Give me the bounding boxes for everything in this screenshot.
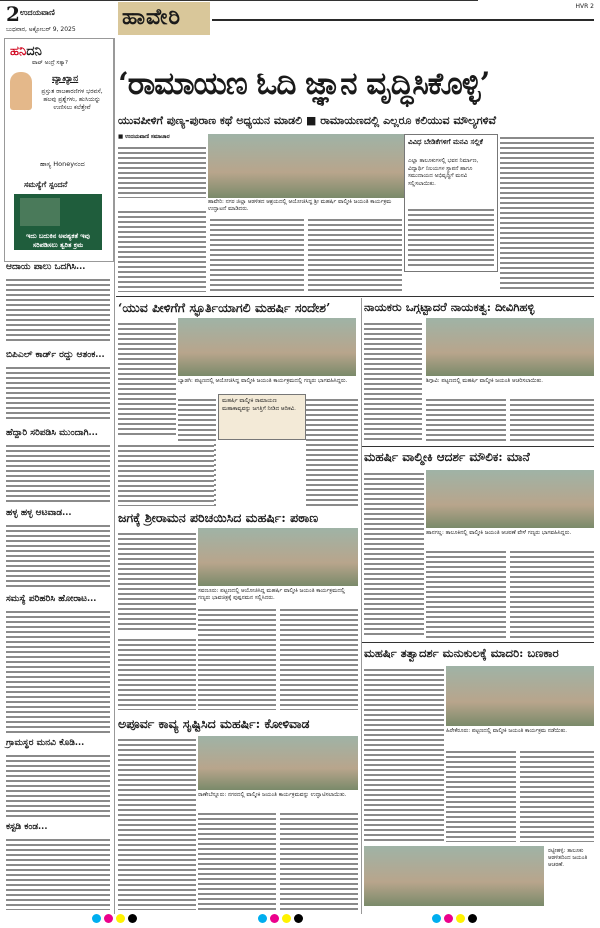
story2-quote-text: ಮಹರ್ಷಿ ವಾಲ್ಮೀಕಿ ರಾಮಾಯಣ ಮಹಾಕಾವ್ಯವನ್ನು ಜಗತ್ತಿಗೆ ನೀಡಿದ ಆದಿಕವಿ. (222, 398, 296, 412)
lead-headline: ‘ರಾಮಾಯಣ ಓದಿ ಜ್ಞಾನ ವೃದ್ಧಿಸಿಕೊಳ್ಳಿ’ (118, 66, 490, 102)
brief-body (6, 522, 110, 590)
brief-heading: ಬಿಪಿಎಲ್ ಕಾರ್ಡ್ ರದ್ದು ಆತಂಕ... (6, 350, 105, 360)
registration-mark (282, 914, 291, 923)
header-rule (212, 19, 594, 21)
demands-title: ವಿವಿಧ ಬೇಡಿಕೆಗಳಿಗೆ ಮನವಿ ಸಲ್ಲಿಕೆ (408, 138, 483, 146)
registration-mark (270, 914, 279, 923)
subhead-rule (0, 0, 478, 1)
story6-photo (426, 470, 594, 528)
story2-body-col3 (306, 396, 358, 506)
column-divider (114, 38, 115, 914)
registration-mark (104, 914, 113, 923)
story5-body-col3 (510, 396, 594, 442)
brief-heading: ಗ್ರಾಮಸ್ಥರ ಮನವಿ ಕೊಡಿ... (6, 738, 85, 748)
hanidani-red: ಹನಿ (10, 44, 27, 59)
story3-photo (198, 528, 358, 586)
demands-text: ಎಲ್ಲಾ ತಾಲೂಕುಗಳಲ್ಲಿ ಭವನ ನಿರ್ಮಾಣ, ವಿದ್ಯಾರ್ಥಿ ನಿಲಯಗಳ ಸ್ಥಾಪನೆ ಹಾಗೂ ಸಮುದಾಯದ ಅಭಿವೃದ್ಧಿಗೆ ಮನವಿ ಸಲ್ಲಿಸಲಾಯಿತು. (408, 158, 479, 187)
story3-body-col3 (280, 606, 358, 710)
brief-body (6, 752, 110, 818)
quote-text: ಪ್ರಸ್ತುತ ರಾಜಕಾರಣಿಗಳ ಭರವಸೆ, ಹಲವು ಪ್ರಶ್ನೆಗಳು, ಹುಸಿಯನ್ನು ಉಣಿಸಲು ಕಲೆತ್ತೇವೆ (41, 88, 103, 111)
ad-text: ಇದು ಬದುಕಿನ ಅವಶ್ಯಕತೆ ಇವು ಸರಿಪಡಿಸಲು ತ್ವರಿತ ಕ್ರಮ (26, 232, 90, 249)
story3-headline: ಜಗಕ್ಕೆ ಶ್ರೀರಾಮನ ಪರಿಚಯಿಸಿದ ಮಹರ್ಷಿ: ಪಠಾಣ (118, 510, 319, 525)
lead-body-col4 (500, 134, 594, 292)
story4-body-col3 (280, 810, 358, 910)
edition-code: HVR 2 (575, 3, 594, 10)
story2-body-col4 (118, 442, 214, 506)
city-title: ಹಾವೇರಿ (122, 4, 181, 30)
story2-body-col1 (118, 320, 176, 438)
brief-heading: ಕಸ್ಟಡಿ ಕಂಡ... (6, 822, 48, 832)
section-rule (116, 296, 594, 297)
brief-body (6, 364, 110, 420)
brief-heading: ಆದಾಯ ಪಾಲು ಒದಗಿಸಿ... (6, 262, 86, 272)
registration-mark (92, 914, 101, 923)
paper-name: ಉದಯವಾಣಿ (20, 8, 55, 17)
lead-photo (208, 134, 404, 198)
registration-mark (432, 914, 441, 923)
registration-mark (468, 914, 477, 923)
brief-body (6, 276, 110, 344)
hanidani-title (10, 44, 42, 59)
section-rule (362, 446, 594, 447)
demands-list (408, 206, 494, 266)
issue-date: ಬುಧವಾರ, ಅಕ್ಟೋಬರ್ 9, 2025 (6, 26, 76, 33)
story4-caption: ರಾಣೇಬೆನ್ನೂರು: ನಗರದಲ್ಲಿ ವಾಲ್ಮೀಕಿ ಜಯಂತಿ ಕಾರ್ಯಕ್ರಮವನ್ನು ಉದ್ಘಾಟಿಸಲಾಯಿತು. (198, 792, 347, 798)
story7-caption: ಹಿರೇಕೆರೂರು: ಪಟ್ಟಣದಲ್ಲಿ ವಾಲ್ಮೀಕಿ ಜಯಂತಿ ಕಾರ್ಯಕ್ರಮ ನಡೆಯಿತು. (446, 728, 567, 734)
ad-photo (20, 198, 60, 226)
story5-photo (426, 318, 594, 376)
story3-body-col2 (198, 606, 276, 710)
column-divider (361, 298, 362, 914)
story2-caption: ಬ್ಯಾಡಗಿ: ಪಟ್ಟಣದಲ್ಲಿ ಆಯೋಜಿಸಿದ್ದ ವಾಲ್ಮೀಕಿ ಜಯಂತಿ ಕಾರ್ಯಕ್ರಮದಲ್ಲಿ ಗಣ್ಯರು ಭಾಗವಹಿಸಿದ್ದರು. (178, 378, 348, 384)
story4-headline: ಅಪೂರ್ವ ಕಾವ್ಯ ಸೃಷ್ಟಿಸಿದ ಮಹರ್ಷಿ: ಕೋಳಿವಾಡ (118, 716, 310, 731)
story2-headline: ‘ಯುವ ಪೀಳಿಗೆಗೆ ಸ್ಫೂರ್ತಿಯಾಗಲಿ ಮಹರ್ಷಿ ಸಂದೇಶ’ (118, 300, 331, 315)
story6-body-col3 (510, 548, 594, 638)
story6-body-col1 (364, 470, 424, 638)
cartoon-figure (10, 72, 32, 110)
lead-subhead: ಯುವಪೀಳಿಗೆ ಪುಣ್ಯ-ಪುರಾಣ ಕಥೆ ಅಧ್ಯಯನ ಮಾಡಲಿ ■ ರಾಮಾಯಣದಲ್ಲಿ ಎಲ್ಲರೂ ಕಲಿಯುವ ಮೌಲ್ಯಗಳಿವೆ (118, 114, 497, 127)
registration-mark (128, 914, 137, 923)
story7-photo (446, 666, 594, 726)
story5-body-col1 (364, 320, 422, 440)
story6-caption: ಹಾನಗಲ್ಲ: ತಾಲೂಕಿನಲ್ಲಿ ವಾಲ್ಮೀಕಿ ಜಯಂತಿ ಆಚರಣೆ ವೇಳೆ ಗಣ್ಯರು ಭಾಗವಹಿಸಿದ್ದರು. (426, 530, 572, 536)
story3-caption: ಸವಣೂರು: ಪಟ್ಟಣದಲ್ಲಿ ಆಯೋಜಿಸಿದ್ದ ಮಹರ್ಷಿ ವಾಲ್ಮೀಕಿ ಜಯಂತಿ ಕಾರ್ಯಕ್ರಮದಲ್ಲಿ ಗಣ್ಯರು ಭಾವಚಿತ್ರಕ್ಕೆ ಪುಷ್ಪನಮನ ಸಲ್ಲಿಸಿದರು. (198, 588, 346, 601)
brief-heading: ಸಮಸ್ಯೆ ಪರಿಹರಿಸಿ ಹೋರಾಟ... (6, 594, 97, 604)
lead-body-col2 (210, 216, 304, 292)
registration-mark (258, 914, 267, 923)
story7-photo2 (364, 846, 544, 906)
section-rule (362, 642, 594, 643)
lead-dateline: ■ ಉದಯವಾಣಿ ಸಮಾಚಾರ (118, 134, 170, 140)
quote-author: ಹಾಸ್ಯ Honeyನಂದ (40, 160, 85, 168)
brief-body (6, 836, 110, 910)
brief-heading: ಹಳ್ಳ ಹಳ್ಳ ಆಟವಾಡ... (6, 508, 72, 518)
story4-photo (198, 736, 358, 790)
story5-body-col2 (426, 396, 506, 442)
story2-photo (178, 318, 356, 376)
story4-body-col2 (198, 810, 276, 910)
story7-body-col1 (364, 666, 444, 842)
brief-body (6, 442, 110, 502)
brief-body (6, 608, 110, 734)
story7-body-col2 (446, 748, 516, 842)
story4-body-col1 (118, 736, 196, 910)
hanidani-subtitle: ವಾಟ್ ಅಂದ್ರೆ ಸತ್ಯಾ? (32, 60, 68, 66)
lead-body-col3 (308, 216, 402, 292)
story5-caption: ಶಿಗ್ಗಾವಿ: ಪಟ್ಟಣದಲ್ಲಿ ಮಹರ್ಷಿ ವಾಲ್ಮೀಕಿ ಜಯಂತಿ ಆಚರಿಸಲಾಯಿತು. (426, 378, 543, 384)
lead-photo-caption: ಹಾವೇರಿ: ನಗರ ಜಿಲ್ಲಾ ಆಡಳಿತದ ಆಶ್ರಯದಲ್ಲಿ ಆಯೋಜಿಸಿದ್ದ ಶ್ರೀ ಮಹರ್ಷಿ ವಾಲ್ಮೀಕಿ ಜಯಂತಿ ಕಾರ್ಯಕ್ರಮ ಉದ್ಘಾಟನೆ ಮಾಡಿದರು. (208, 199, 392, 212)
registration-mark (444, 914, 453, 923)
story3-body-col1 (118, 530, 196, 632)
story6-headline: ಮಹರ್ಷಿ ವಾಲ್ಮೀಕಿ ಆದರ್ಶ ಮೌಲಿಕ: ಮಾನೆ (364, 450, 530, 464)
story7-headline: ಮಹರ್ಷಿ ತತ್ವಾದರ್ಶ ಮನುಕುಲಕ್ಕೆ ಮಾದರಿ: ಬಣಕಾರ (364, 646, 559, 660)
registration-mark (116, 914, 125, 923)
registration-mark (456, 914, 465, 923)
story7-body-col3 (520, 748, 594, 842)
social-heading: ಸಮಸ್ಯೆಗೆ ಸ್ಪಂದನೆ (24, 180, 68, 189)
registration-mark (294, 914, 303, 923)
story3-body-col4 (118, 636, 196, 710)
quote-title: ವ್ಯಾಖ್ಯಾನ (52, 74, 79, 84)
story6-body-col2 (426, 548, 506, 638)
story5-headline: ನಾಯಕರು ಒಗ್ಗಟ್ಟಾದರೆ ನಾಯಕತ್ವ: ದೀವಿಗಿಹಳ್ಳಿ (364, 300, 535, 314)
brief-heading: ಹೆದ್ದಾರಿ ಸರಿಪಡಿಸಿ ಮುಂದಾಗಿ... (6, 428, 98, 438)
hanidani-black: ದನಿ (26, 44, 42, 59)
lead-body-col1b (118, 208, 206, 292)
page-number: 2 (6, 2, 20, 26)
lead-body-col1 (118, 144, 206, 198)
story7-caption2: ರಟ್ಟೀಹಳ್ಳಿ: ತಾಲೂಕು ಆಡಳಿತದಿಂದ ಜಯಂತಿ ಆಚರಣೆ. (548, 848, 588, 868)
